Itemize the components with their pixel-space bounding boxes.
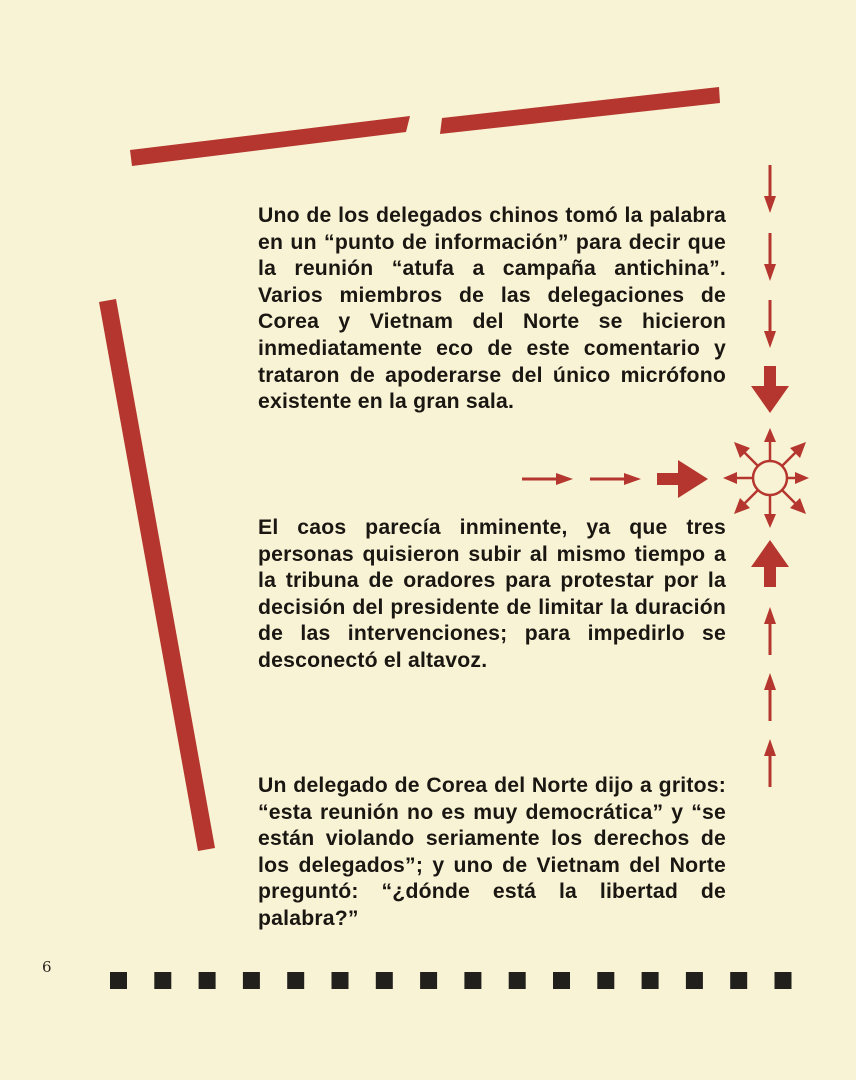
big-right-arrow-icon [657, 460, 708, 498]
right-arrow-icon [590, 473, 641, 485]
decorative-square [376, 972, 393, 989]
down-arrow-icon [764, 300, 776, 348]
down-arrow-icon [764, 165, 776, 213]
decorative-square [420, 972, 437, 989]
right-arrow-icon [522, 473, 573, 485]
decorative-square [509, 972, 526, 989]
paragraph-1: Uno de los delegados chinos tomó la palabra en un “punto de información” para decir que la reunión “atufa a campaña antichina”. Varios miembros de las delegaciones de Corea y Vietnam del Norte se hicieron inmediatamente eco de este comentario y trataron de apoderarse del único micrófono existente en la gran sala. [258, 204, 726, 414]
paragraph-3: Un delegado de Corea del Norte dijo a gritos: “esta reunión no es muy democrática” y “se están violando seriamente los derechos de los delegados”; y uno de Vietnam del Norte preguntó: “¿dónde está la libertad de palabra?” [258, 774, 726, 930]
burst-circle-icon [723, 428, 809, 528]
up-arrow-icon [764, 607, 776, 655]
decorative-square [642, 972, 659, 989]
decorative-square [597, 972, 614, 989]
decorative-square [464, 972, 481, 989]
decorative-square [553, 972, 570, 989]
big-up-arrow-icon [751, 540, 789, 587]
decorative-square [243, 972, 260, 989]
decorative-square [110, 972, 127, 989]
page-number: 6 [42, 958, 52, 976]
up-arrow-icon [764, 673, 776, 721]
decorative-square [686, 972, 703, 989]
decorative-square [199, 972, 216, 989]
bottom-square-row [110, 971, 800, 991]
decorative-square [154, 972, 171, 989]
big-down-arrow-icon [751, 366, 789, 413]
decorative-square [730, 972, 747, 989]
up-arrow-icon [764, 739, 776, 787]
down-arrow-icon [764, 233, 776, 281]
decorative-square [332, 972, 349, 989]
decorative-square [775, 972, 792, 989]
paragraph-2: El caos parecía inminente, ya que tres personas quisieron subir al mismo tiempo a la tribuna de oradores para protestar por la decisión del presidente de limitar la duración de las intervenciones; para impedirlo se desconectó el altavoz. [258, 516, 726, 672]
decorative-square [287, 972, 304, 989]
